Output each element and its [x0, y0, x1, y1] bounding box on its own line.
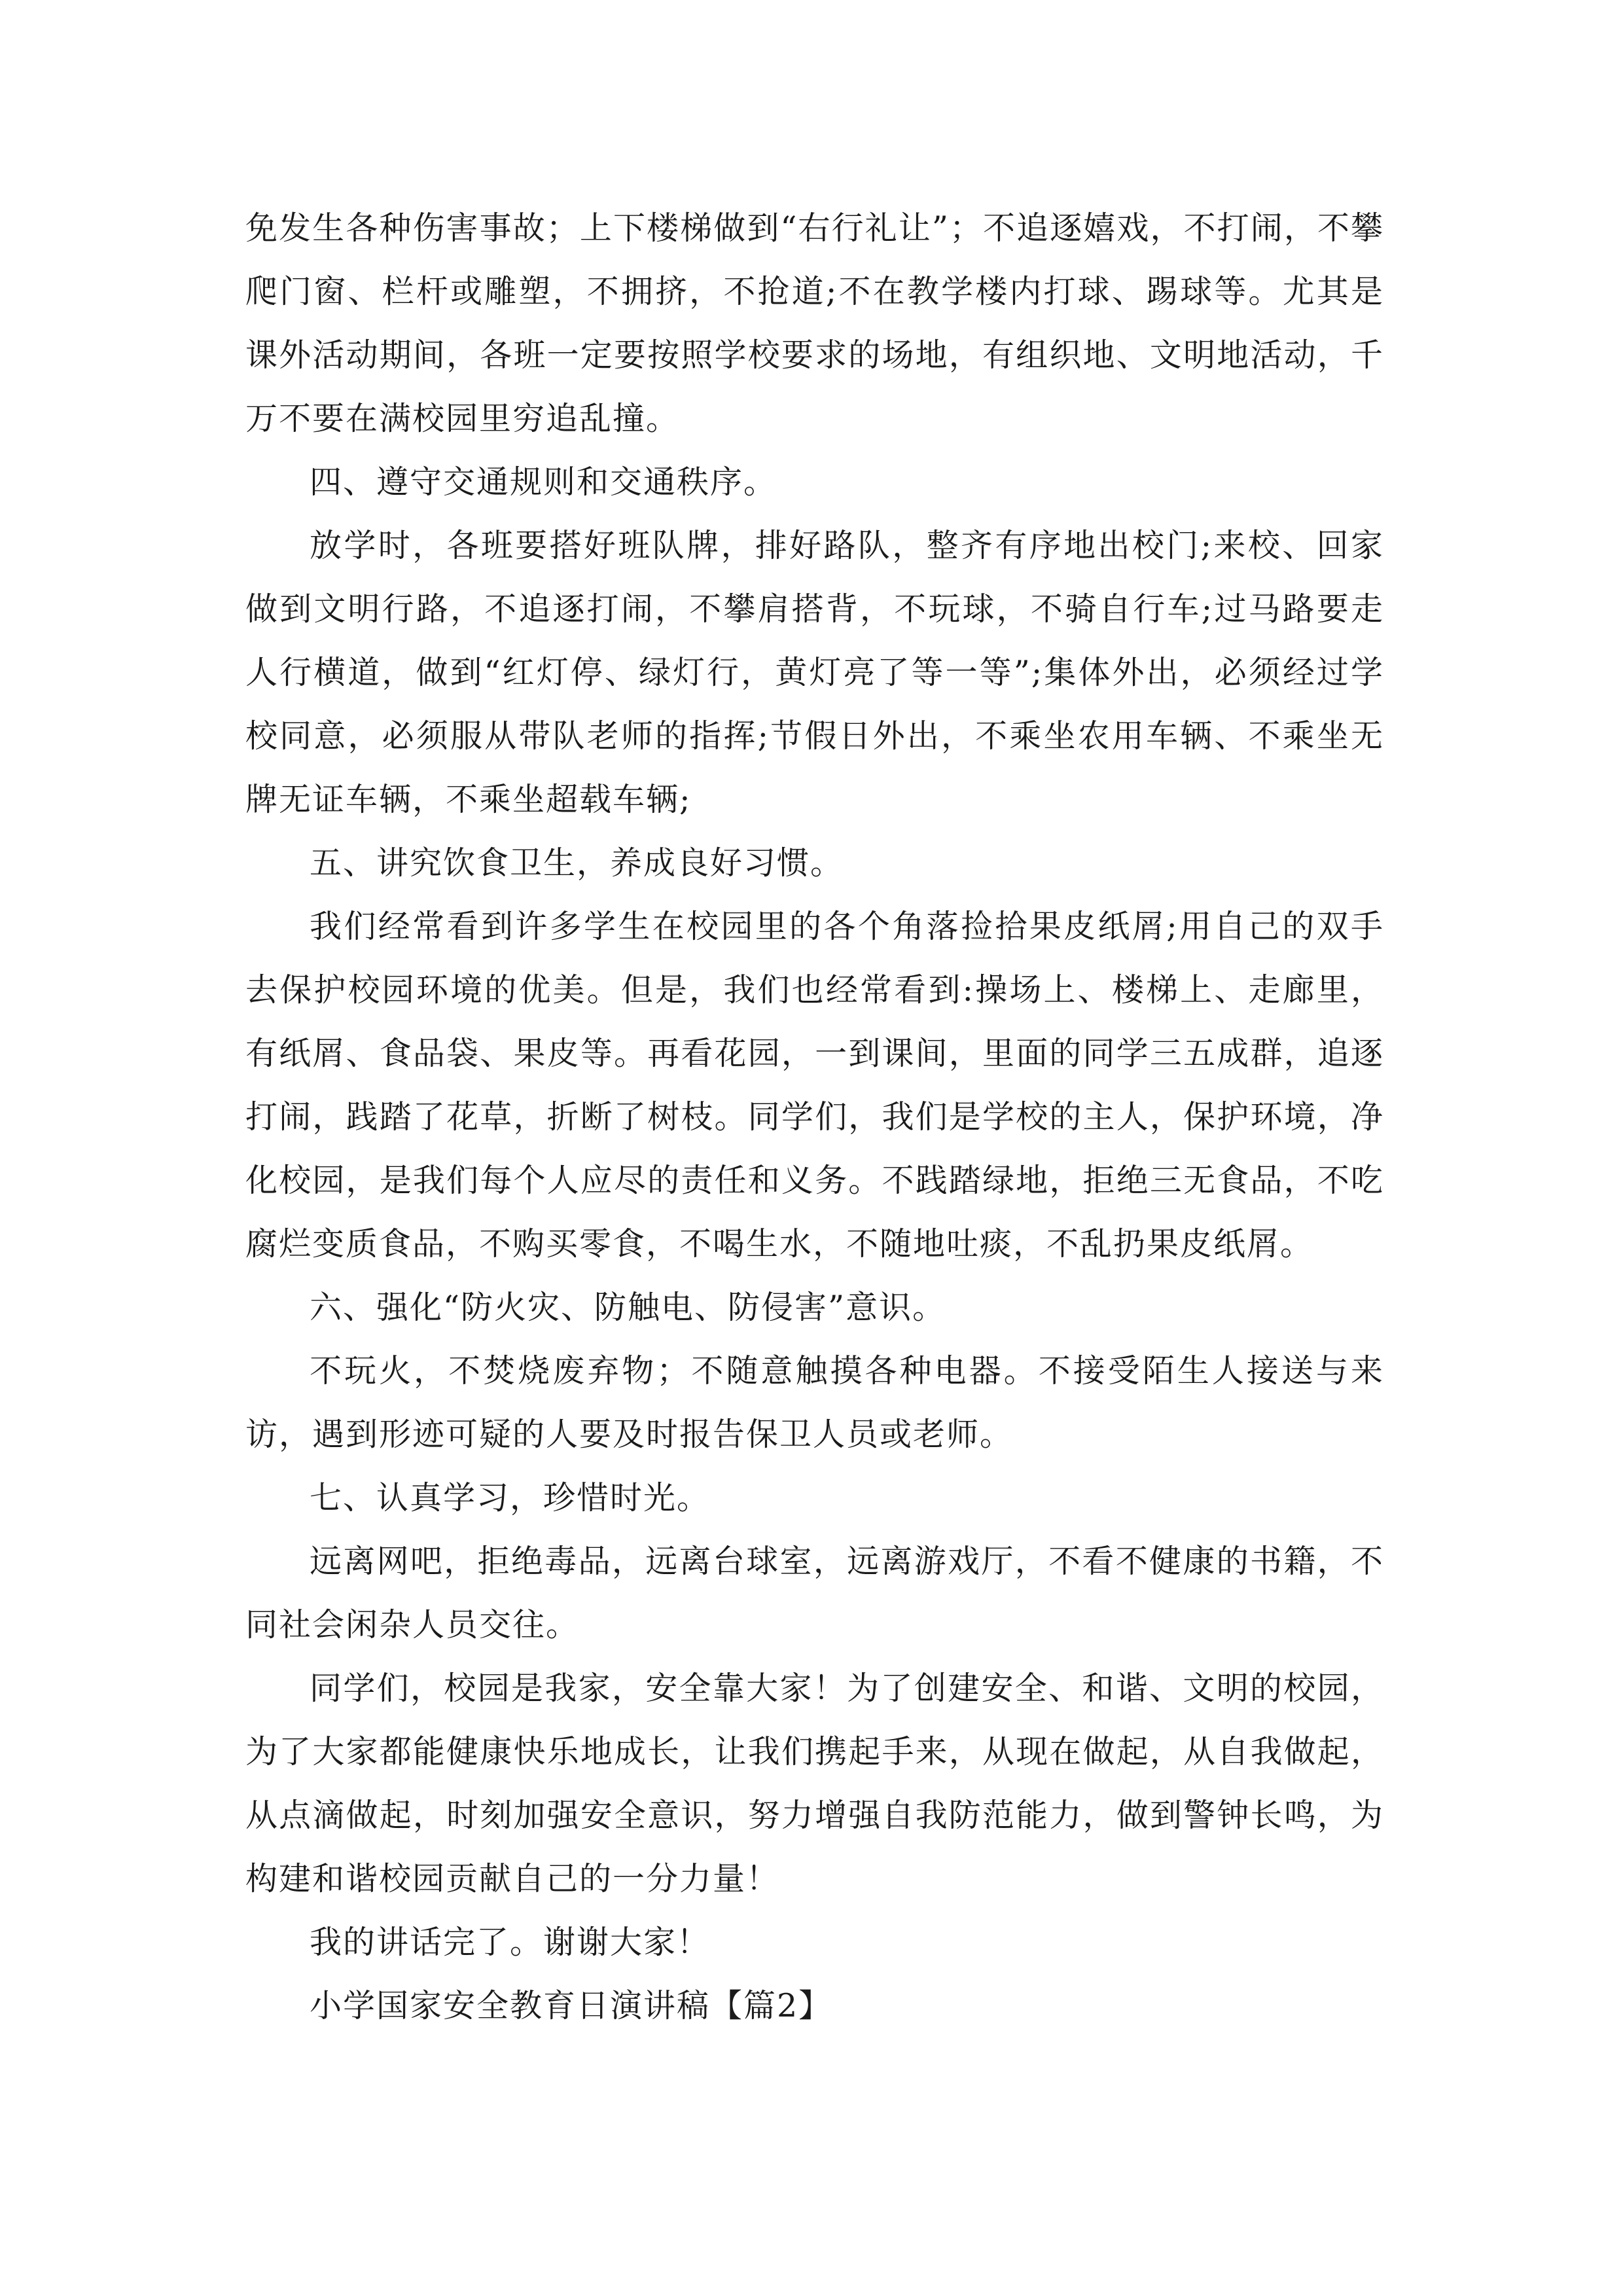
- paragraph-continued: 免发生各种伤害事故；上下楼梯做到“右行礼让”；不追逐嬉戏，不打闹，不攀爬门窗、栏杆或雕塑，不拥挤，不抢道;不在教学楼内打球、踢球等。尤其是课外活动期间，各班一定要按照学校要求的场地，有组织地、文明地活动，千万不要在满校园里穷追乱撞。: [245, 209, 1384, 437]
- paragraph-thanks: 我的讲话完了。谢谢大家！: [310, 1924, 711, 1961]
- paragraph-study: 远离网吧，拒绝毒品，远离台球室，远离游戏厅，不看不健康的书籍，不同社会闲杂人员交往。: [245, 1543, 1384, 1643]
- paragraph-traffic: 放学时，各班要搭好班队牌，排好路队，整齐有序地出校门;来校、回家做到文明行路，不追逐打闹，不攀肩搭背，不玩球，不骑自行车;过马路要走人行横道，做到“红灯停、绿灯行，黄灯亮了等一等”;集体外出，必须经过学校同意，必须服从带队老师的指挥;节假日外出，不乘坐农用车辆、不乘坐无牌无证车辆，不乘坐超载车辆;: [245, 527, 1384, 818]
- section-heading-5: 五、讲究饮食卫生，养成良好习惯。: [310, 844, 844, 882]
- paragraph-fire-safety: 不玩火，不焚烧废弃物；不随意触摸各种电器。不接受陌生人接送与来访，遇到形迹可疑的人要及时报告保卫人员或老师。: [245, 1352, 1384, 1453]
- document-body: [245, 196, 1384, 2037]
- next-article-title: 小学国家安全教育日演讲稿【篇2】: [310, 1987, 832, 2024]
- paragraph-closing: 同学们，校园是我家，安全靠大家！为了创建安全、和谐、文明的校园，为了大家都能健康快乐地成长，让我们携起手来，从现在做起，从自我做起，从点滴做起，时刻加强安全意识，努力增强自我防范能力，做到警钟长鸣，为构建和谐校园贡献自己的一分力量！: [245, 1670, 1384, 1897]
- section-heading-7: 七、认真学习，珍惜时光。: [310, 1479, 711, 1516]
- section-heading-4: 四、遵守交通规则和交通秩序。: [310, 463, 777, 501]
- section-heading-6: 六、强化“防火灾、防触电、防侵害”意识。: [310, 1289, 946, 1326]
- paragraph-hygiene: 我们经常看到许多学生在校园里的各个角落捡拾果皮纸屑;用自己的双手去保护校园环境的优美。但是，我们也经常看到:操场上、楼梯上、走廊里，有纸屑、食品袋、果皮等。再看花园，一到课间，里面的同学三五成群，追逐打闹，践踏了花草，折断了树枝。同学们，我们是学校的主人，保护环境，净化校园，是我们每个人应尽的责任和义务。不践踏绿地，拒绝三无食品，不吃腐烂变质食品，不购买零食，不喝生水，不随地吐痰，不乱扔果皮纸屑。: [245, 908, 1384, 1263]
